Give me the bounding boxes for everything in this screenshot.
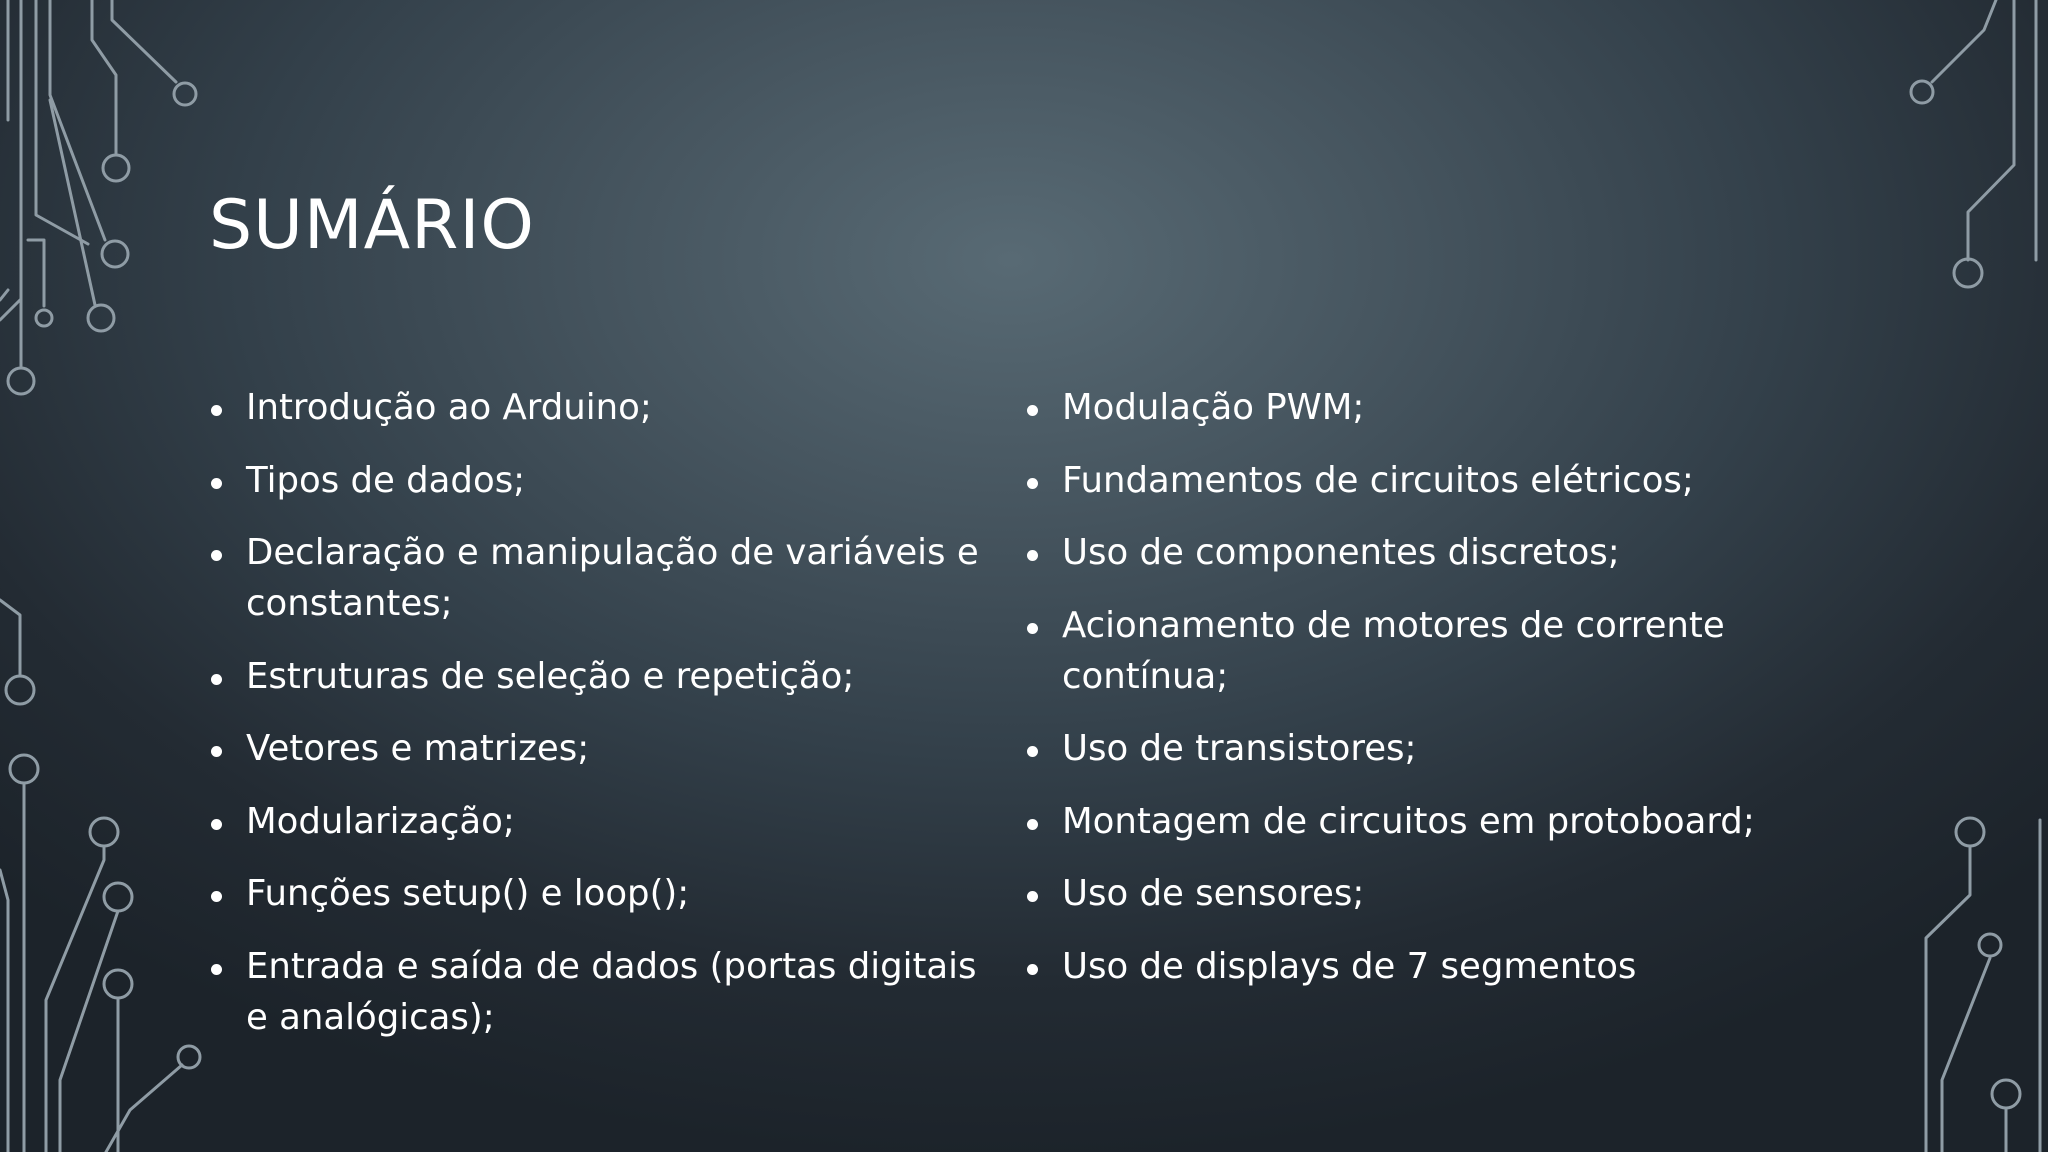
bullet-icon xyxy=(1027,623,1038,634)
bullet-icon xyxy=(1027,891,1038,902)
list-item-text: Montagem de circuitos em protoboard; xyxy=(1062,800,1755,842)
list-item-text: Funções setup() e loop(); xyxy=(246,873,690,914)
left-bullet-list xyxy=(209,382,1009,1064)
list-item xyxy=(209,382,1009,433)
list-item-text: Uso de componentes discretos; xyxy=(1062,532,1620,573)
circuit-bottom-right xyxy=(1926,818,2040,1152)
circuit-top-left xyxy=(0,0,196,394)
bullet-icon xyxy=(211,964,222,975)
bullet-icon xyxy=(1027,746,1038,757)
bullet-icon xyxy=(211,819,222,830)
slide-title: SUMÁRIO xyxy=(209,186,535,265)
list-item-text: Uso de sensores; xyxy=(1062,873,1365,914)
list-item xyxy=(1025,941,1825,992)
bullet-icon xyxy=(211,405,222,416)
bullet-icon xyxy=(1027,405,1038,416)
list-item-text: Uso de displays de 7 segmentos xyxy=(1062,945,1637,987)
list-item-text: Vetores e matrizes; xyxy=(246,728,590,769)
bullet-icon xyxy=(1027,550,1038,561)
bullet-icon xyxy=(211,550,222,561)
list-item xyxy=(1025,382,1825,433)
list-item xyxy=(1025,723,1825,774)
list-item-text: Tipos de dados; xyxy=(246,459,526,501)
list-item-text: Modularização; xyxy=(246,800,515,842)
list-item xyxy=(1025,868,1825,919)
list-item xyxy=(209,723,1009,774)
bullet-icon xyxy=(1027,964,1038,975)
list-item xyxy=(1025,455,1825,506)
circuit-bottom-left xyxy=(0,600,200,1152)
list-item xyxy=(209,868,1009,919)
bullet-icon xyxy=(211,478,222,489)
list-item xyxy=(1025,600,1825,702)
list-item-text: Fundamentos de circuitos elétricos; xyxy=(1062,459,1694,501)
list-item-text: Modulação PWM; xyxy=(1062,387,1365,428)
bullet-icon xyxy=(1027,478,1038,489)
list-item-text: Estruturas de seleção e repetição; xyxy=(246,655,855,697)
list-item-text: Acionamento de motores de corrente contínua; xyxy=(1062,604,1725,697)
list-item xyxy=(209,527,1009,629)
bullet-icon xyxy=(211,891,222,902)
right-bullet-list xyxy=(1025,382,1825,1013)
list-item-text: Introdução ao Arduino; xyxy=(246,387,652,428)
list-item-text: Uso de transistores; xyxy=(1062,728,1417,769)
list-item xyxy=(1025,527,1825,578)
bullet-icon xyxy=(211,674,222,685)
list-item xyxy=(209,455,1009,506)
bullet-icon xyxy=(211,746,222,757)
list-item xyxy=(209,651,1009,702)
list-item xyxy=(209,796,1009,847)
list-item xyxy=(209,941,1009,1043)
list-item-text: Declaração e manipulação de variáveis e constantes; xyxy=(246,532,979,624)
list-item xyxy=(1025,796,1825,847)
circuit-top-right xyxy=(1911,0,2036,287)
bullet-icon xyxy=(1027,819,1038,830)
list-item-text: Entrada e saída de dados (portas digitais e analógicas); xyxy=(246,945,977,1038)
